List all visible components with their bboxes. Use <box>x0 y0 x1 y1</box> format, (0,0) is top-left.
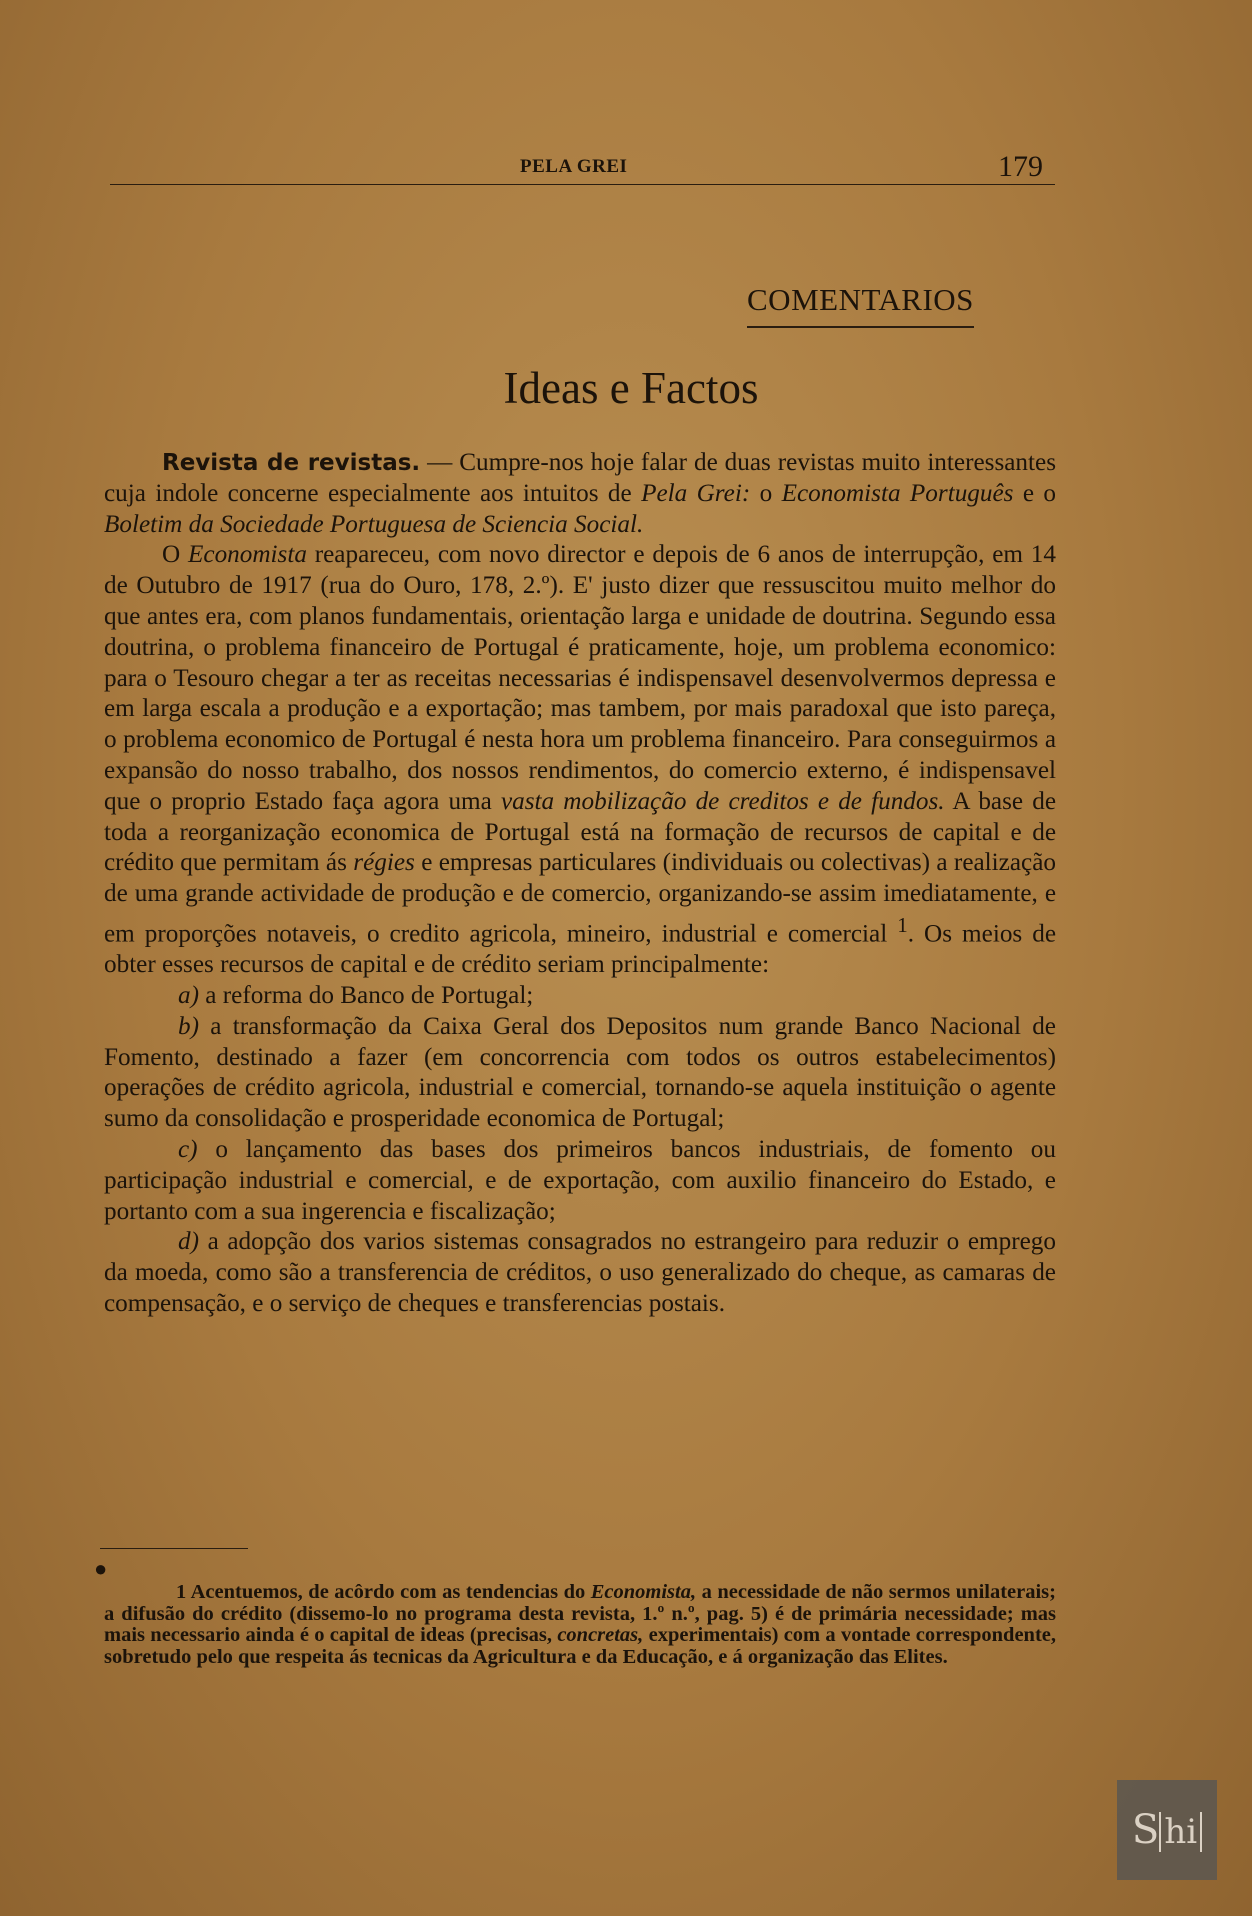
section-label: COMENTARIOS <box>747 282 974 328</box>
article-body <box>104 448 1056 1320</box>
list-item-a: a) a reforma do Banco de Portugal; <box>178 981 534 1009</box>
footnote: 1 Acentuemos, de acôrdo com as tendencias do Economista, a necessidade de não sermos unilaterais; a difusão do crédito (dissemo-lo no programa desta revista, 1.º n.º, pag. 5) é de primária necessidade; mas mais necessario ainda é o capital de ideas (precisas, concretas, experimentais) com a vontade correspondente, sobretudo pelo que respeita ás tecnicas da Agricultura e da Educação, e á organização das Elites. <box>104 1581 1056 1668</box>
bullet-icon: ● <box>94 1556 108 1581</box>
footnote-divider <box>100 1548 248 1549</box>
list-item-c: c) o lançamento das bases dos primeiros bancos industriais, de fomento ou participação industrial e comercial, e de exportação, com auxilio financeiro do Estado, e portanto com a sua ingerencia e fiscalização; <box>104 1135 1056 1225</box>
lead-heading: Revista de revistas. <box>162 450 421 476</box>
paragraph-2: O Economista reapareceu, com novo director e depois de 6 anos de interrupção, em 14 de Outubro de 1917 (rua do Ouro, 178, 2.º). E' justo dizer que ressuscitou muito melhor do que antes era, com planos fundamentais, orientação larga e unidade de doutrina. Segundo essa doutrina, o problema financeiro de Portugal é praticamente, hoje, um problema economico: para o Tesouro chegar a ter as receitas necessarias é indispensavel desenvolvermos depressa e em larga escala a produção e a exportação; mas tambem, por mais paradoxal que isto pareça, o problema economico de Portugal é nesta hora um problema financeiro. Para conseguirmos a expansão do nosso trabalho, dos nossos rendimentos, do comercio externo, é indispensavel que o proprio Estado faça agora uma vasta mobilização de creditos e de fundos. A base de toda a reorganização economica de Portugal está na formação de recursos de capital e de crédito que permitam ás régies e empresas particulares (individuais ou colectivas) a realização de uma grande actividade de produção e de comercio, organizando-se assim imediatamente, e em proporções notaveis, o credito agricola, mineiro, industrial e comercial $^1$. Os meios de obter esses recursos de capital e de crédito seriam principalmente: <box>104 541 1057 979</box>
footnote-number: 1 <box>176 1581 187 1603</box>
list-item-d: d) a adopção dos varios sistemas consagrados no estrangeiro para reduzir o emprego da moeda, como são a transferencia de créditos, o uso generalizado do cheque, as camaras de compensação, e o serviço de cheques e transferencias postais. <box>104 1228 1056 1317</box>
list-item-b: b) a transformação da Caixa Geral dos Depositos num grande Banco Nacional de Fomento, destinado a fazer (em concorrencia com todos os outros estabelecimentos) operações de crédito agricola, industrial e comercial, tornando-se aquela instituição o agente sumo da consolidação e prosperidade economica de Portugal; <box>104 1012 1056 1133</box>
footnote-reference: 1 <box>897 912 908 937</box>
library-watermark-logo: S hi <box>1117 1780 1217 1880</box>
paragraph-1: Revista de revistas. — Cumpre-nos hoje falar de duas revistas muito interessantes cuja indole concerne especialmente aos intuitos de Pela Grei: o Economista Português e o Boletim da Sociedade Portuguesa de Sciencia Social. <box>104 449 1057 538</box>
running-title: PELA GREI <box>520 156 628 177</box>
page-number: 179 <box>998 150 1043 183</box>
page-header <box>110 150 1055 185</box>
article-title: Ideas e Factos <box>503 363 759 413</box>
